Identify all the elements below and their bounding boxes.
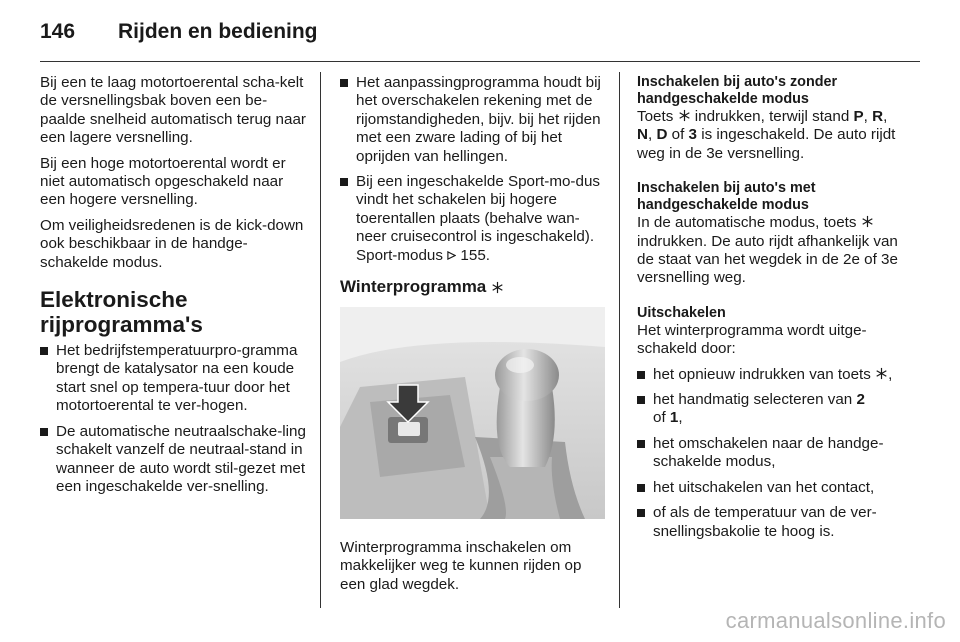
paragraph: Om veiligheidsredenen is de kick-down ook beschikbaar in de handge-schakelde modus. bbox=[40, 216, 304, 271]
page-header bbox=[40, 20, 318, 50]
snowflake-icon bbox=[491, 281, 504, 294]
list-item-text: De automatische neutraalschake-ling schakelt vanzelf de neutraal-stand in wanneer de auto wordt stil-gezet met een ingeschakelde ver-snelling. bbox=[56, 422, 306, 495]
paragraph bbox=[637, 108, 905, 163]
text-run: of bbox=[671, 126, 685, 144]
list-item bbox=[637, 391, 905, 428]
bullet-icon bbox=[40, 347, 48, 355]
gear-letter: R bbox=[872, 108, 884, 125]
paragraph: Het winterprogramma wordt uitge-schakeld door: bbox=[637, 321, 867, 358]
page-title: Rijden en bediening bbox=[118, 20, 318, 43]
list-item-text: het omschakelen naar de handge-schakelde modus, bbox=[653, 434, 884, 471]
list-item-text: of als de temperatuur van de ver-snellingsbakolie te hoog is. bbox=[653, 504, 877, 540]
subheading: Inschakelen bij auto's met handgeschakelde modus bbox=[637, 180, 816, 214]
text-run: indrukken. De auto rijdt afhankelijk van de staat van het wegdek in de 2e of 3e versnelling weg. bbox=[637, 232, 898, 287]
list-item bbox=[637, 504, 905, 541]
snowflake-icon bbox=[678, 109, 691, 122]
figure-caption: Winterprogramma inschakelen om makkelijker weg te kunnen rijden op een glad wegdek. bbox=[340, 539, 582, 593]
snowflake-icon bbox=[861, 215, 874, 228]
subheading: Uitschakelen bbox=[637, 304, 726, 321]
list-item bbox=[40, 423, 306, 497]
gear-letter: P bbox=[853, 108, 864, 125]
section-title-elektronische: Elektronische rijprogramma's bbox=[40, 287, 203, 338]
list-item bbox=[340, 173, 606, 265]
bullet-icon bbox=[637, 484, 645, 492]
list-item-text: het uitschakelen van het contact, bbox=[653, 478, 875, 496]
bullet-icon bbox=[40, 428, 48, 436]
paragraph: Bij een hoge motortoerental wordt er niet automatisch opgeschakeld naar een hogere versnelling. bbox=[40, 154, 286, 209]
gear-selector-photo bbox=[340, 307, 605, 519]
bullet-icon bbox=[637, 509, 645, 517]
gear-number: 2 bbox=[856, 391, 865, 409]
column-2 bbox=[340, 74, 606, 601]
list-item-text bbox=[653, 366, 905, 384]
bullet-icon bbox=[637, 396, 645, 404]
subheading: Inschakelen bij auto's zonder handgeschakelde modus bbox=[637, 74, 838, 107]
list-item-text bbox=[653, 391, 905, 428]
column-3 bbox=[637, 74, 905, 548]
gear-letter: D bbox=[656, 126, 668, 144]
text-run: In de automatische modus, toets bbox=[637, 214, 857, 232]
page-reference-link[interactable]: 155. bbox=[460, 246, 490, 264]
text-run: , bbox=[888, 365, 893, 383]
column-divider-2 bbox=[619, 72, 620, 608]
text-run: , bbox=[863, 108, 868, 125]
section-title-winterprogramma bbox=[340, 277, 606, 297]
gear-letter: N bbox=[637, 126, 648, 144]
list-item bbox=[340, 74, 606, 166]
section-title-text: Winterprogramma bbox=[340, 277, 487, 297]
list-item bbox=[637, 435, 905, 472]
list-item bbox=[637, 366, 905, 384]
text-run: of bbox=[653, 409, 666, 427]
text-run: , bbox=[883, 108, 888, 125]
list-item bbox=[637, 479, 905, 497]
text-run: indrukken, terwijl stand bbox=[694, 108, 850, 125]
text-run: is ingeschakeld. De auto rijdt weg in de 3e versnelling. bbox=[637, 126, 896, 162]
list-item bbox=[40, 342, 306, 416]
bullet-icon bbox=[340, 79, 348, 87]
list-item-text-main: Bij een ingeschakelde Sport-mo-dus vindt het schakelen bij hogere toerentallen plaats (behalve wan-neer cruisecontrol is ingeschakeld). Sport-modus bbox=[356, 173, 600, 264]
page-number: 146 bbox=[40, 20, 76, 43]
column-1 bbox=[40, 74, 306, 503]
text-run: Toets bbox=[637, 108, 674, 125]
bullet-icon bbox=[340, 178, 348, 186]
gear-number: 3 bbox=[688, 126, 697, 144]
column-divider-1 bbox=[320, 72, 321, 608]
bullet-icon bbox=[637, 440, 645, 448]
header-divider bbox=[40, 61, 920, 62]
text-run: het handmatig selecteren van bbox=[653, 391, 853, 409]
list-item-text bbox=[356, 173, 606, 265]
list-item-text: Het bedrijfstemperatuurpro-gramma brengt de katalysator na een koude start snel op tempera-tuur door het motortoerental te ver-hogen. bbox=[56, 342, 298, 415]
paragraph bbox=[637, 214, 905, 288]
snowflake-icon bbox=[875, 367, 888, 380]
list-item-text: Het aanpassingprogramma houdt bij het overschakelen rekening met de rijomstandigheden, bijv. bij het rijden met een zware lading of bij het oprijden van hellingen. bbox=[356, 74, 601, 165]
page-reference-icon bbox=[447, 251, 456, 260]
bullet-icon bbox=[637, 371, 645, 379]
gear-number: 1 bbox=[669, 409, 679, 427]
paragraph: Bij een te laag motortoerental scha-kelt de versnellingsbak boven een be-paalde snelheid automatisch terug naar een lagere versnelling. bbox=[40, 74, 306, 147]
text-run: het opnieuw indrukken van toets bbox=[653, 365, 871, 383]
text-run: , bbox=[647, 126, 653, 144]
watermark: carmanualsonline.info bbox=[725, 608, 946, 633]
text-run: , bbox=[678, 409, 683, 427]
